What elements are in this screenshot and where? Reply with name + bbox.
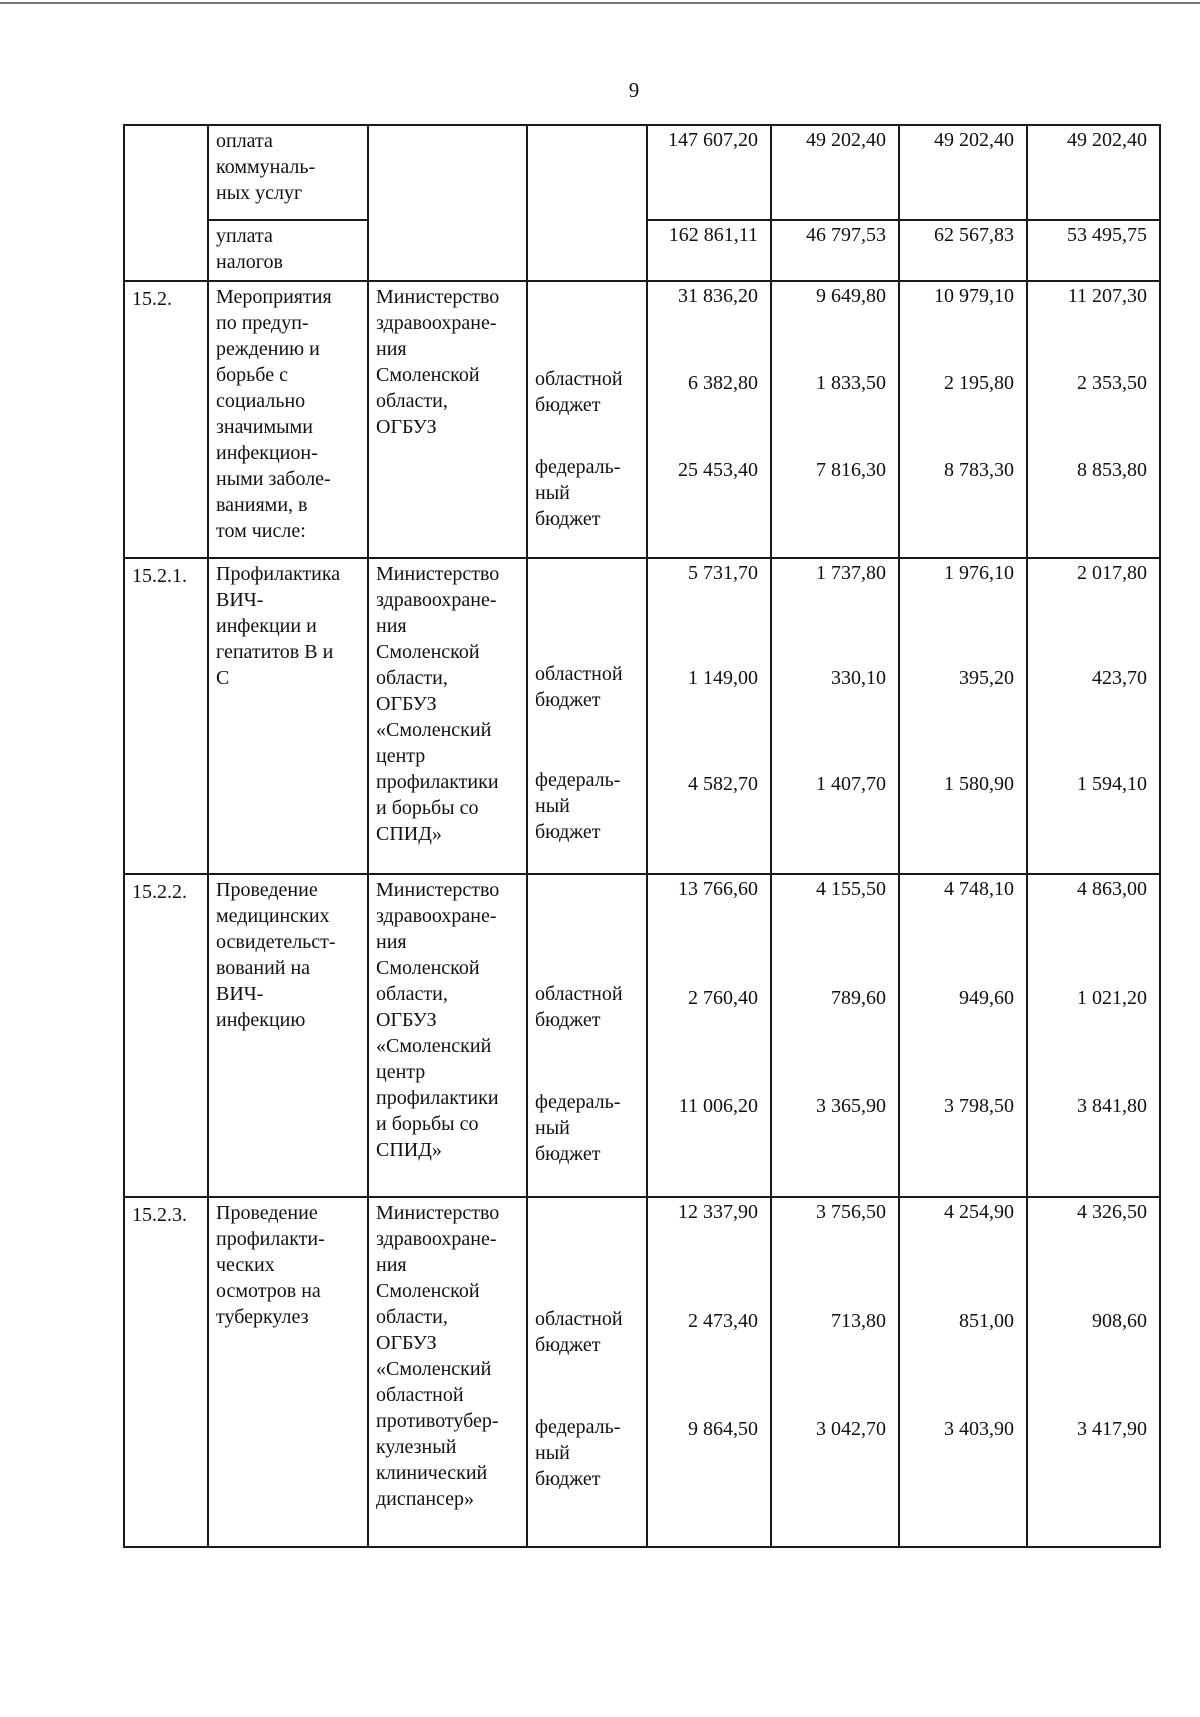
executor-line: и борьбы со	[376, 797, 479, 819]
executor-line: области,	[376, 390, 448, 412]
table-row	[124, 1197, 1160, 1547]
source-cell	[527, 125, 647, 281]
year2-value: 4 254,90	[944, 1201, 1014, 1223]
name-line: ваниями, в	[216, 494, 308, 516]
executor-line: Смоленской	[376, 364, 480, 386]
name-line: вований на	[216, 957, 311, 979]
year2-value: 1 976,10	[944, 562, 1014, 584]
source-label: бюджет	[535, 1334, 601, 1356]
name-line: налогов	[216, 251, 283, 273]
executor-line: клинический	[376, 1462, 488, 1484]
executor-cell	[368, 281, 527, 558]
name-line: медицинских	[216, 905, 330, 927]
year3-value: 11 207,30	[1067, 285, 1147, 307]
value-cell	[647, 125, 771, 220]
name-line: реждению и	[216, 338, 320, 360]
year1-value: 3 365,90	[816, 1095, 886, 1117]
executor-line: области,	[376, 1306, 448, 1328]
year3-value: 4 326,50	[1077, 1201, 1147, 1223]
value-cell	[1027, 1197, 1160, 1547]
source-label: областной	[535, 368, 623, 390]
name-line: уплата	[216, 225, 273, 247]
total-value: 162 861,11	[668, 224, 758, 246]
table-row	[124, 125, 1160, 220]
table-row	[124, 558, 1160, 874]
executor-line: диспансер»	[376, 1488, 475, 1510]
name-line: ными заболе-	[216, 468, 331, 490]
executor-cell	[368, 874, 527, 1197]
year3-value: 2 017,80	[1077, 562, 1147, 584]
name-cell	[208, 125, 368, 220]
total-value: 13 766,60	[678, 878, 758, 900]
executor-line: здравоохране-	[376, 589, 497, 611]
source-label: бюджет	[535, 1009, 601, 1031]
name-line: инфекцион-	[216, 442, 318, 464]
name-line: инфекцию	[216, 1009, 306, 1031]
row-code: 15.2.2.	[132, 881, 187, 903]
budget-table	[123, 124, 1161, 1548]
value-cell	[647, 220, 771, 281]
executor-line: ния	[376, 1254, 407, 1276]
source-label: бюджет	[535, 821, 601, 843]
name-line: профилакти-	[216, 1228, 325, 1250]
total-value: 25 453,40	[678, 459, 758, 481]
executor-line: области,	[376, 667, 448, 689]
executor-line: здравоохране-	[376, 312, 497, 334]
year1-value: 789,60	[831, 987, 886, 1009]
value-cell	[1027, 281, 1160, 558]
source-label: бюджет	[535, 508, 601, 530]
executor-line: ОГБУЗ	[376, 1009, 437, 1031]
executor-line: «Смоленский	[376, 719, 492, 741]
year3-value: 8 853,80	[1077, 459, 1147, 481]
name-line: Проведение	[216, 1202, 318, 1224]
value-cell	[899, 558, 1027, 874]
year3-value: 1 021,20	[1077, 987, 1147, 1009]
year1-value: 46 797,53	[806, 224, 886, 246]
source-label: областной	[535, 983, 623, 1005]
value-cell	[899, 874, 1027, 1197]
year2-value: 8 783,30	[944, 459, 1014, 481]
value-cell	[771, 558, 899, 874]
year2-value: 3 798,50	[944, 1095, 1014, 1117]
source-label: федераль-	[535, 1091, 621, 1113]
name-line: ных услуг	[216, 182, 303, 204]
name-cell	[208, 558, 368, 874]
year1-value: 7 816,30	[816, 459, 886, 481]
name-cell	[208, 281, 368, 558]
name-line: инфекции и	[216, 615, 317, 637]
executor-line: Министерство	[376, 1202, 500, 1224]
source-label: ный	[535, 1117, 570, 1139]
year1-value: 4 155,50	[816, 878, 886, 900]
source-cell	[527, 281, 647, 558]
year1-value: 3 042,70	[816, 1418, 886, 1440]
value-cell	[899, 125, 1027, 220]
table-row	[124, 281, 1160, 558]
executor-line: здравоохране-	[376, 1228, 497, 1250]
value-cell	[647, 874, 771, 1197]
year1-value: 3 756,50	[816, 1201, 886, 1223]
year3-value: 908,60	[1092, 1310, 1147, 1332]
year3-value: 49 202,40	[1067, 129, 1147, 151]
row-code: 15.2.	[132, 288, 172, 310]
name-line: Проведение	[216, 879, 318, 901]
executor-line: «Смоленский	[376, 1035, 492, 1057]
executor-line: кулезный	[376, 1436, 457, 1458]
code-cell	[124, 125, 208, 281]
name-line: борьбе с	[216, 364, 288, 386]
total-value: 12 337,90	[678, 1201, 758, 1223]
total-value: 2 473,40	[688, 1310, 758, 1332]
year3-value: 2 353,50	[1077, 372, 1147, 394]
executor-line: центр	[376, 745, 426, 767]
total-value: 5 731,70	[688, 562, 758, 584]
year1-value: 9 649,80	[816, 285, 886, 307]
name-line: осмотров на	[216, 1280, 321, 1302]
value-cell	[771, 125, 899, 220]
year3-value: 53 495,75	[1067, 224, 1147, 246]
name-line: ВИЧ-	[216, 983, 264, 1005]
total-value: 4 582,70	[688, 773, 758, 795]
name-line: ческих	[216, 1254, 275, 1276]
source-label: ный	[535, 482, 570, 504]
executor-line: Смоленской	[376, 641, 480, 663]
executor-cell	[368, 558, 527, 874]
total-value: 9 864,50	[688, 1418, 758, 1440]
executor-line: СПИД»	[376, 823, 442, 845]
year1-value: 330,10	[831, 667, 886, 689]
year2-value: 851,00	[959, 1310, 1014, 1332]
value-cell	[647, 558, 771, 874]
scan-border-line	[0, 2, 1200, 4]
value-cell	[647, 281, 771, 558]
name-line: освидетельст-	[216, 931, 336, 953]
executor-line: Смоленской	[376, 957, 480, 979]
page-number: 9	[628, 78, 640, 102]
name-line: ВИЧ-	[216, 589, 264, 611]
code-cell	[124, 1197, 208, 1547]
value-cell	[1027, 558, 1160, 874]
source-label: бюджет	[535, 394, 601, 416]
source-cell	[527, 1197, 647, 1547]
source-cell	[527, 874, 647, 1197]
year3-value: 4 863,00	[1077, 878, 1147, 900]
source-label: федераль-	[535, 769, 621, 791]
executor-line: Министерство	[376, 563, 500, 585]
year2-value: 10 979,10	[934, 285, 1014, 307]
executor-line: ОГБУЗ	[376, 1332, 437, 1354]
year1-value: 49 202,40	[806, 129, 886, 151]
source-label: областной	[535, 663, 623, 685]
source-label: федераль-	[535, 1416, 621, 1438]
value-cell	[771, 220, 899, 281]
total-value: 1 149,00	[688, 667, 758, 689]
executor-line: областной	[376, 1384, 464, 1406]
year3-value: 423,70	[1092, 667, 1147, 689]
name-line: том числе:	[216, 520, 306, 542]
executor-line: ния	[376, 338, 407, 360]
executor-line: Министерство	[376, 879, 500, 901]
value-cell	[899, 220, 1027, 281]
executor-line: центр	[376, 1061, 426, 1083]
executor-line: ния	[376, 615, 407, 637]
executor-line: Министерство	[376, 286, 500, 308]
executor-line: области,	[376, 983, 448, 1005]
name-cell	[208, 874, 368, 1197]
table-row	[124, 874, 1160, 1197]
executor-line: «Смоленский	[376, 1358, 492, 1380]
year2-value: 62 567,83	[934, 224, 1014, 246]
source-cell	[527, 558, 647, 874]
total-value: 2 760,40	[688, 987, 758, 1009]
value-cell	[1027, 220, 1160, 281]
value-cell	[1027, 874, 1160, 1197]
code-cell	[124, 281, 208, 558]
source-label: ный	[535, 1442, 570, 1464]
total-value: 31 836,20	[678, 285, 758, 307]
year2-value: 1 580,90	[944, 773, 1014, 795]
value-cell	[771, 874, 899, 1197]
executor-line: Смоленской	[376, 1280, 480, 1302]
year2-value: 3 403,90	[944, 1418, 1014, 1440]
name-line: оплата	[216, 130, 273, 152]
value-cell	[771, 1197, 899, 1547]
total-value: 6 382,80	[688, 372, 758, 394]
executor-line: ОГБУЗ	[376, 416, 437, 438]
total-value: 147 607,20	[668, 129, 758, 151]
name-cell	[208, 220, 368, 281]
source-label: бюджет	[535, 689, 601, 711]
name-line: Мероприятия	[216, 286, 332, 308]
year1-value: 713,80	[831, 1310, 886, 1332]
name-cell	[208, 1197, 368, 1547]
value-cell	[899, 1197, 1027, 1547]
value-cell	[771, 281, 899, 558]
executor-cell	[368, 1197, 527, 1547]
total-value: 11 006,20	[678, 1095, 758, 1117]
row-code: 15.2.3.	[132, 1204, 187, 1226]
code-cell	[124, 558, 208, 874]
value-cell	[1027, 125, 1160, 220]
executor-line: профилактики	[376, 771, 499, 793]
source-label: бюджет	[535, 1468, 601, 1490]
source-label: федераль-	[535, 456, 621, 478]
year2-value: 2 195,80	[944, 372, 1014, 394]
name-line: значимыми	[216, 416, 313, 438]
year1-value: 1 737,80	[816, 562, 886, 584]
executor-line: здравоохране-	[376, 905, 497, 927]
row-code: 15.2.1.	[132, 565, 187, 587]
name-line: туберкулез	[216, 1306, 309, 1328]
name-line: социально	[216, 390, 306, 412]
year3-value: 3 417,90	[1077, 1418, 1147, 1440]
executor-line: СПИД»	[376, 1139, 442, 1161]
name-line: Профилактика	[216, 563, 341, 585]
executor-line: профилактики	[376, 1087, 499, 1109]
name-line: гепатитов В и	[216, 641, 334, 663]
name-line: по предуп-	[216, 312, 309, 334]
executor-line: ния	[376, 931, 407, 953]
value-cell	[647, 1197, 771, 1547]
year2-value: 395,20	[959, 667, 1014, 689]
value-cell	[899, 281, 1027, 558]
code-cell	[124, 874, 208, 1197]
source-label: бюджет	[535, 1143, 601, 1165]
source-label: ный	[535, 795, 570, 817]
year2-value: 49 202,40	[934, 129, 1014, 151]
executor-line: противотубер-	[376, 1410, 499, 1432]
executor-cell	[368, 125, 527, 281]
year2-value: 4 748,10	[944, 878, 1014, 900]
executor-line: и борьбы со	[376, 1113, 479, 1135]
name-line: коммуналь-	[216, 156, 316, 178]
year3-value: 1 594,10	[1077, 773, 1147, 795]
executor-line: ОГБУЗ	[376, 693, 437, 715]
source-label: областной	[535, 1308, 623, 1330]
name-line: С	[216, 667, 230, 689]
year2-value: 949,60	[959, 987, 1014, 1009]
year1-value: 1 407,70	[816, 773, 886, 795]
year3-value: 3 841,80	[1077, 1095, 1147, 1117]
year1-value: 1 833,50	[816, 372, 886, 394]
